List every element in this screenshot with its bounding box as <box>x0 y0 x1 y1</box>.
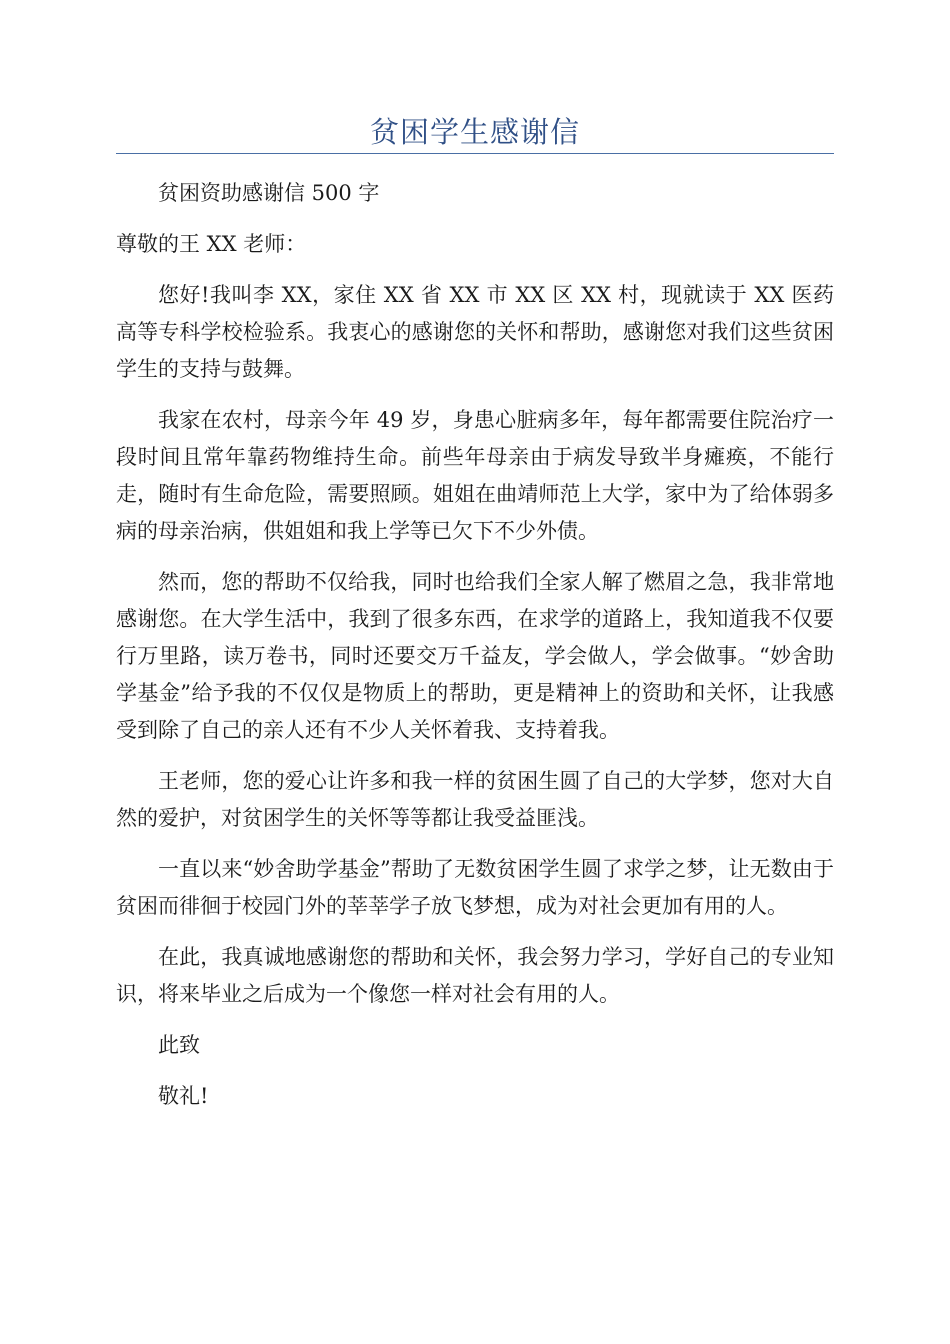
paragraph-promise: 在此，我真诚地感谢您的帮助和关怀，我会努力学习，学好自己的专业知识，将来毕业之后成为一个像您一样对社会有用的人。 <box>116 945 834 1006</box>
title-underline <box>116 153 834 154</box>
paragraph-teacher: 王老师，您的爱心让许多和我一样的贫困生圆了自己的大学梦，您对大自然的爱护，对贫困学生的关怀等等都让我受益匪浅。 <box>116 769 834 830</box>
closing-jing-li: 敬礼! <box>158 1084 209 1108</box>
paragraph-gratitude: 然而，您的帮助不仅给我，同时也给我们全家人解了燃眉之急，我非常地感谢您。在大学生活中，我到了很多东西，在求学的道路上，我知道我不仅要行万里路，读万卷书，同时还要交万千益友，学会做人，学会做事。“妙舍助学基金”给予我的不仅仅是物质上的帮助，更是精神上的资助和关怀，让我感受到除了自己的亲人还有不少人关怀着我、支持着我。 <box>116 570 834 742</box>
letter-body <box>116 175 834 1129</box>
closing-ci-zhi: 此致 <box>158 1033 200 1057</box>
salutation: 尊敬的王 XX 老师： <box>116 232 307 256</box>
paragraph-family: 我家在农村，母亲今年 49 岁，身患心脏病多年，每年都需要住院治疗一段时间且常年靠药物维持生命。前些年母亲由于病发导致半身瘫痪，不能行走，随时有生命危险，需要照顾。姐姐在曲靖师范上大学，家中为了给体弱多病的母亲治病，供姐姐和我上学等已欠下不少外债。 <box>116 408 834 543</box>
document-title: 贫困学生感谢信 <box>369 115 580 149</box>
paragraph-foundation: 一直以来“妙舍助学基金”帮助了无数贫困学生圆了求学之梦，让无数由于贫困而徘徊于校园门外的莘莘学子放飞梦想，成为对社会更加有用的人。 <box>116 857 834 918</box>
paragraph-greeting: 您好!我叫李 XX，家住 XX 省 XX 市 XX 区 XX 村，现就读于 XX 医药高等专科学校检验系。我衷心的感谢您的关怀和帮助，感谢您对我们这些贫困学生的支持与鼓舞。 <box>116 283 834 381</box>
subtitle: 贫困资助感谢信 500 字 <box>158 181 380 205</box>
